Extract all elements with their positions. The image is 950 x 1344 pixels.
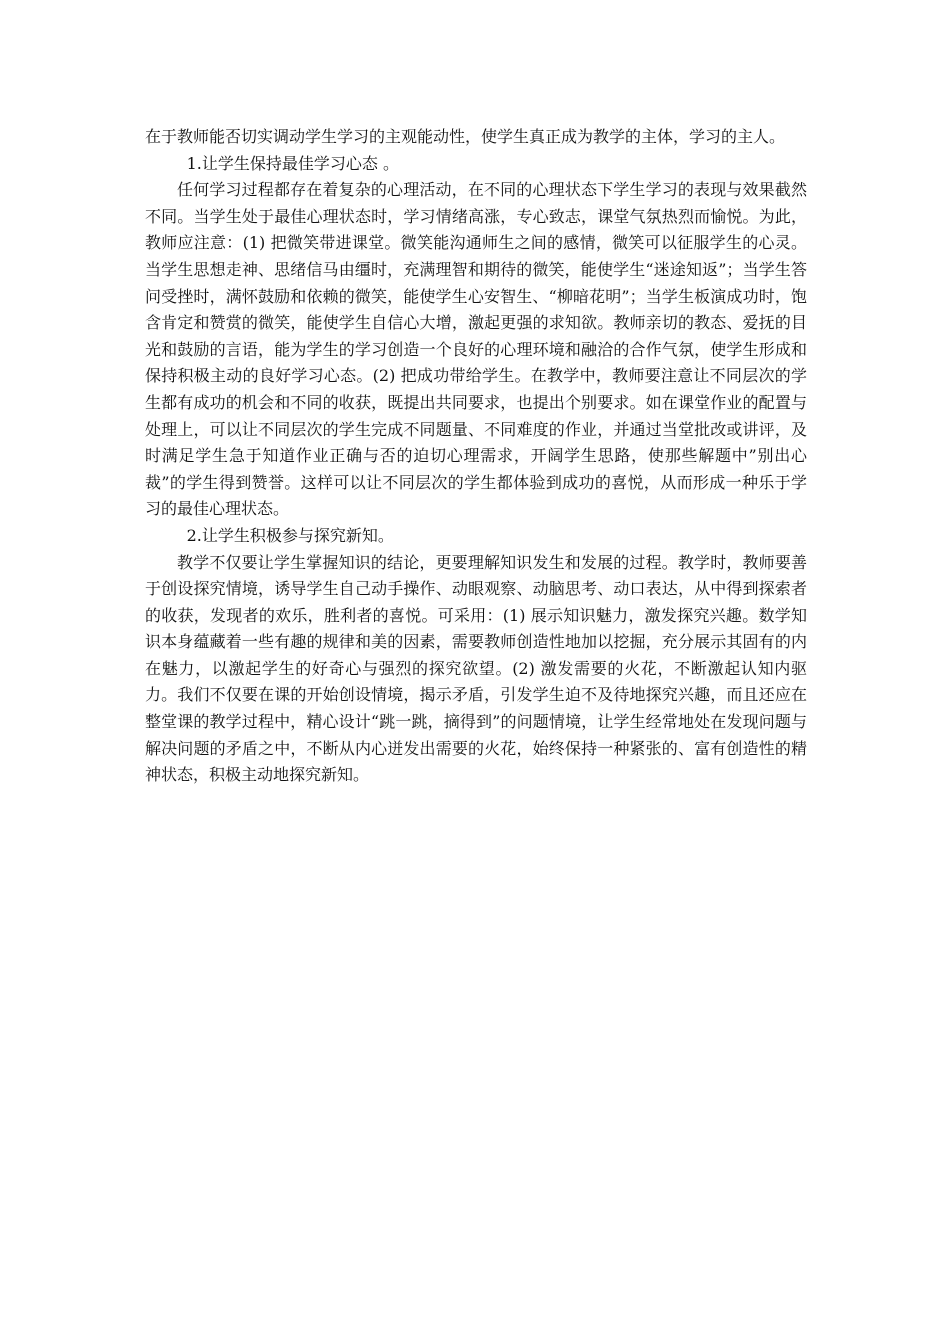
paragraph-continuation: 在于教师能否切实调动学生学习的主观能动性，使学生真正成为教学的主体，学习的主人。 — [145, 127, 786, 146]
document-page — [145, 124, 807, 789]
paragraph-explore-knowledge: 教学不仅要让学生掌握知识的结论，更要理解知识发生和发展的过程。教学时，教师要善于创设探究情境，诱导学生自己动手操作、动眼观察、动脑思考、动口表达，从中得到探索者的收获，发现者的欢乐，胜利者的喜悦。可采用：(1) 展示知识魅力，激发探究兴趣。数学知识本身蕴藏着一些有趣的规律和美的因素，需要教师创造性地加以挖掘，充分展示其固有的内在魅力，以激起学生的好奇心与强烈的探究欲望。(2) 激发需要的火花，不断激起认知内驱力。我们不仅要在课的开始创设情境，揭示矛盾，引发学生迫不及待地探究兴趣，而且还应在整堂课的教学过程中，精心设计“跳一跳，摘得到”的问题情境，让学生经常地处在发现问题与解决问题的矛盾之中，不断从内心迸发出需要的火花，始终保持一种紧张的、富有创造性的精神状态，积极主动地探究新知。 — [145, 552, 807, 785]
section-heading-2: 2.让学生积极参与探究新知。 — [186, 525, 394, 545]
section-heading-1: 1.让学生保持最佳学习心态 。 — [186, 153, 399, 173]
paragraph-learning-mindset: 任何学习过程都存在着复杂的心理活动，在不同的心理状态下学生学习的表现与效果截然不同。当学生处于最佳心理状态时，学习情绪高涨，专心致志，课堂气氛热烈而愉悦。为此，教师应注意：(1) 把微笑带进课堂。微笑能沟通师生之间的感情，微笑可以征服学生的心灵。当学生思想走神、思绪信马由缰时，充满理智和期待的微笑，能使学生“迷途知返”；当学生答问受挫时，满怀鼓励和依赖的微笑，能使学生心安智生、“柳暗花明”；当学生板演成功时，饱含肯定和赞赏的微笑，能使学生自信心大增，激起更强的求知欲。教师亲切的教态、爱抚的目光和鼓励的言语，能为学生的学习创造一个良好的心理环境和融洽的合作气氛，使学生形成和保持积极主动的良好学习心态。(2) 把成功带给学生。在教学中，教师要注意让不同层次的学生都有成功的机会和不同的收获，既提出共同要求，也提出个别要求。如在课堂作业的配置与处理上，可以让不同层次的学生完成不同题量、不同难度的作业，并通过当堂批改或讲评，及时满足学生急于知道作业正确与否的迫切心理需求，开阔学生思路，使那些解题中”别出心裁”的学生得到赞誉。这样可以让不同层次的学生都体验到成功的喜悦，从而形成一种乐于学习的最佳心理状态。 — [145, 180, 807, 519]
